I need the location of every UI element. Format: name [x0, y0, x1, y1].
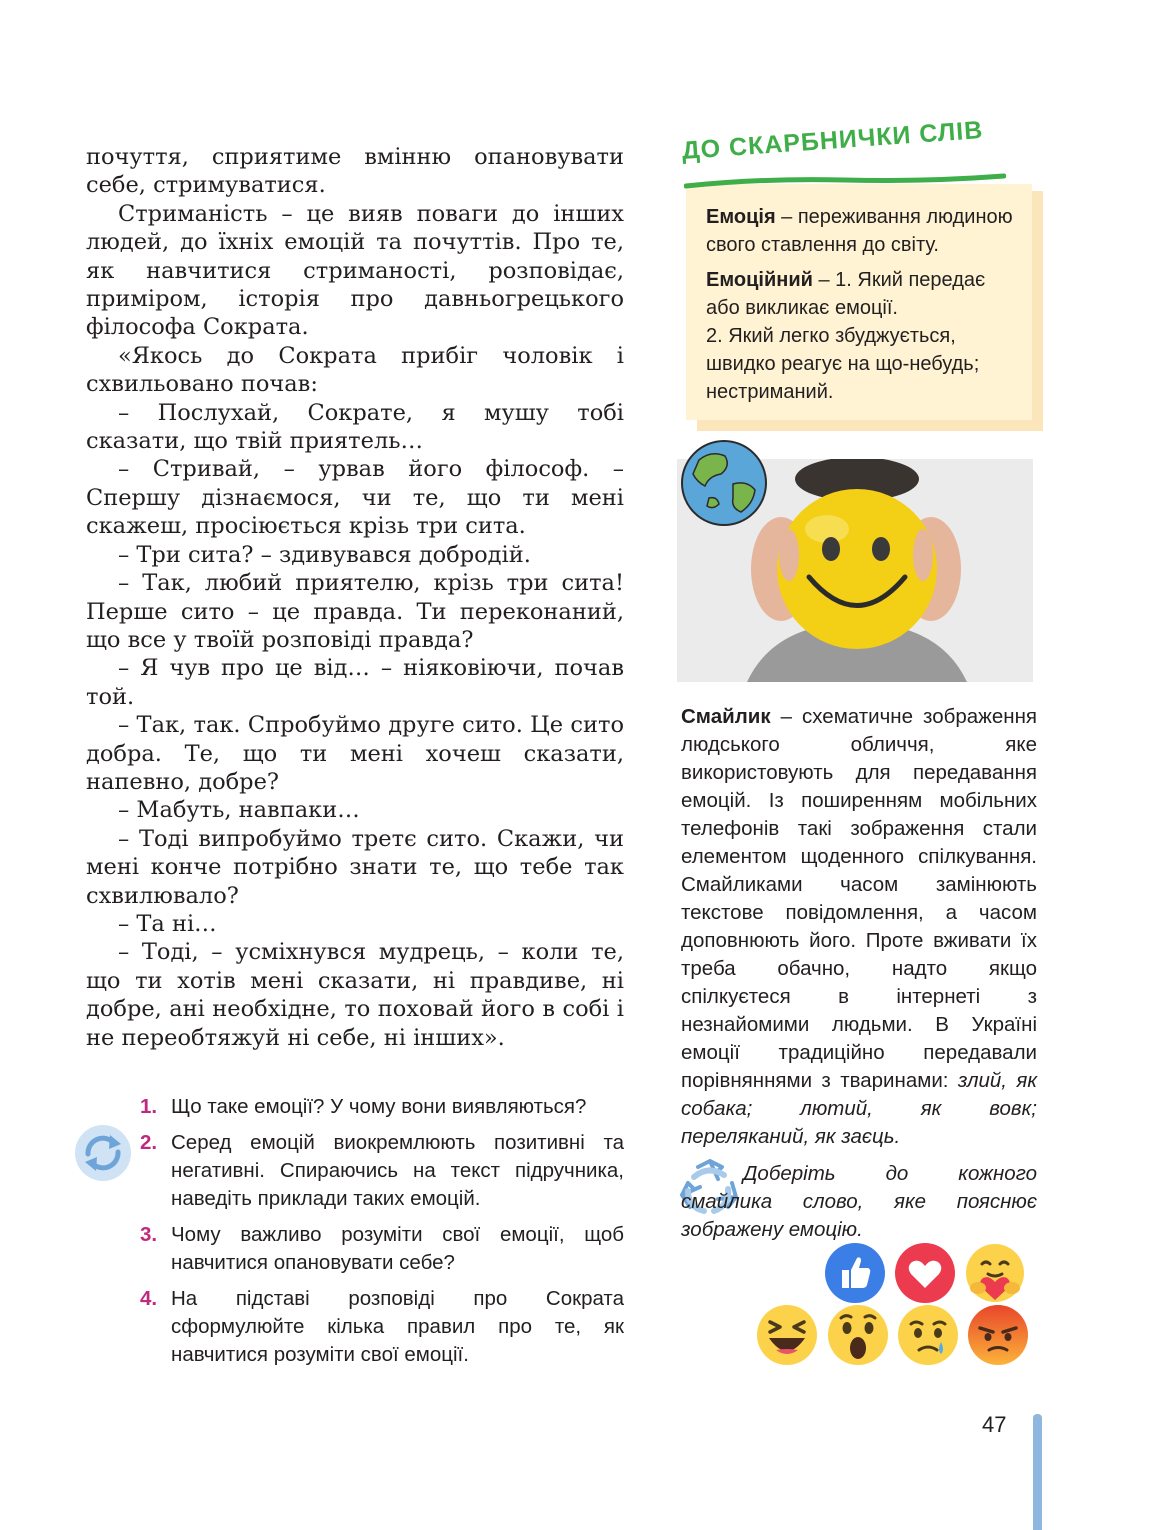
paragraph: почуття, сприятиме вмінню опановувати — [86, 144, 624, 170]
task-text: Доберіть до кожного смайлика слово, яке пояснює зображену емоцію. — [681, 1162, 1037, 1241]
page-number: 47 — [982, 1412, 1007, 1437]
repeat-icon — [74, 1124, 132, 1182]
question-number: 4. — [140, 1287, 158, 1310]
care-emoji — [964, 1242, 1026, 1304]
vocab-definition: Емоція – переживання людиною свого ставлення до світу. — [706, 206, 1013, 256]
paragraph: «Якось до Сократа прибіг чоловік і схвильовано почав: — [86, 342, 624, 398]
question-item — [140, 1285, 624, 1369]
vocab-term: Емоція — [706, 206, 776, 228]
dialog-line: – Та ні… — [118, 910, 217, 937]
paragraph: себе, стримуватися. — [86, 172, 326, 199]
angry-emoji — [967, 1304, 1029, 1366]
question-text: На підставі розповіді про Сократа сформулюйте кілька правил про те, як навчитися розуміти свої емоції. — [171, 1287, 624, 1366]
globe-icon — [679, 438, 769, 528]
vocab-term: Емоційний — [706, 269, 813, 291]
question-text: Чому важливо розуміти свої емоції, щоб навчитися опановувати себе? — [171, 1223, 624, 1274]
question-text: Що таке емоції? У чому вони виявляються? — [171, 1095, 587, 1118]
haha-emoji — [756, 1304, 818, 1366]
question-item — [140, 1221, 624, 1277]
smiley-examples: злий, як собака; лютий, як вовк; переляканий, як заєць. — [681, 1069, 1038, 1148]
vocab-underline — [684, 166, 1006, 192]
main-text — [86, 143, 624, 1052]
question-text: Серед емоцій виокремлюють позитивні та негативні. Спираючись на текст підручника, наведіть приклади таких емоцій. — [171, 1131, 624, 1210]
vocab-title: ДО СКАРБНИЧКИ СЛІВ — [680, 116, 985, 166]
dialog-line: – Тоді випробуймо третє сито. Скажи, чи мені конче потрібно знати те, що тебе так схвилювало? — [86, 825, 624, 909]
page-edge-bar — [1033, 1414, 1042, 1530]
dialog-line: – Три сита? – здивувався добродій. — [118, 541, 531, 568]
dialog-line: – Так, так. Спробуймо друге сито. Це сито добра. Те, що ти мені хочеш сказати, напевно, добре? — [86, 712, 624, 795]
dialog-line: – Я чув про це від… – ніяковіючи, почав той. — [86, 655, 624, 710]
smiley-definition-text: – схематичне зображення людського обличчя, яке використовують для передавання емоцій. Із поширенням мобільних телефонів такі зображення стали елементом щоденного спілкування. Смайликами часом замінюють текстове повідомлення, а часом доповнюють його. Проте вживати їх треба обачно, надто якщо спілкуєтеся в інтернеті з незнайомими людьми. В Україні емоції традиційно передавали порівняннями з тваринами: — [681, 705, 1037, 1092]
dialog-line: – Так, любий приятелю, крізь три сита! Перше сито – це правда. Ти переконаний, що все у твоїй розповіді правда? — [86, 570, 624, 653]
question-item — [140, 1129, 624, 1213]
sad-emoji — [897, 1304, 959, 1366]
dialog-line: – Тоді, – усміхнувся мудрець, – коли те, що ти хотів мені сказати, ні правдиве, ні добре, ані необхідне, то поховай його в собі і не переобтяжуй ні себе, ні інших». — [86, 939, 624, 1051]
wow-emoji — [827, 1304, 889, 1366]
questions-list — [140, 1093, 624, 1377]
vocab-content — [706, 203, 1020, 406]
dialog-line: – Мабуть, навпаки… — [118, 797, 360, 824]
question-number: 2. — [140, 1131, 158, 1154]
question-number: 3. — [140, 1223, 158, 1246]
like-emoji — [824, 1242, 886, 1304]
dialog-line: – Послухай, Сократе, я мушу тобі сказати, що твій приятель… — [86, 399, 624, 455]
vocab-definition: Емоційний – 1. Який передає або викликає емоції. — [706, 269, 986, 319]
smiley-term: Смайлик — [681, 705, 771, 728]
paragraph: Стриманість – це вияв поваги до інших людей, до їхніх емоцій та почуттів. Про те, як навчитися стриманості, розповідає, приміром, історія про давньогрецького філософа Сократа. — [86, 200, 624, 341]
dialog-line: – Стривай, – урвав його філософ. – Спершу дізнаємося, чи те, що ти мені скажеш, просіюється крізь три сита. — [86, 456, 624, 540]
love-emoji — [894, 1242, 956, 1304]
vocab-definition-sense: 2. Який легко збуджується, швидко реагує на що-небудь; нестриманий. — [706, 325, 980, 403]
smiley-definition — [681, 703, 1037, 1151]
question-item — [140, 1093, 624, 1121]
question-number: 1. — [140, 1095, 158, 1118]
